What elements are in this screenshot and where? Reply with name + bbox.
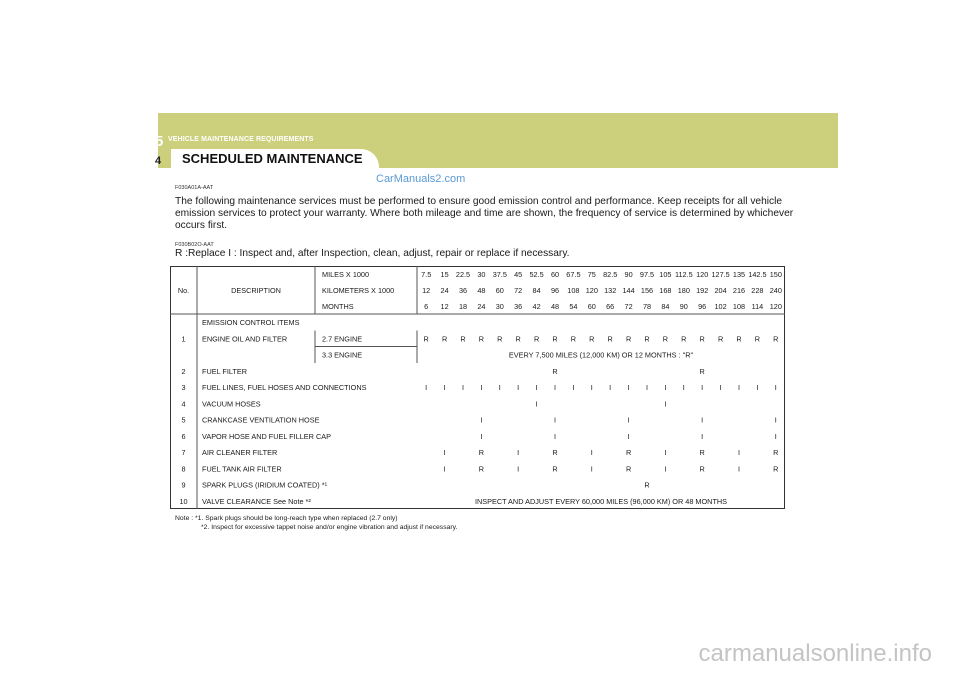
schedule-cell: R — [478, 464, 485, 474]
span-instruction: EVERY 7,500 MILES (12,000 KM) OR 12 MONTHS : "R" — [508, 350, 694, 360]
schedule-cell: R — [625, 464, 632, 474]
header-interval-value: 7.5 — [421, 270, 432, 279]
header-interval-value: 180 — [677, 286, 690, 295]
item-description: VAPOR HOSE AND FUEL FILLER CAP — [202, 431, 331, 441]
header-row-label: KILOMETERS X 1000 — [322, 286, 395, 295]
header-interval-value: 240 — [769, 286, 782, 295]
schedule-cell: I — [498, 383, 501, 393]
schedule-cell: R — [625, 334, 632, 344]
header-interval-value: 108 — [732, 302, 746, 311]
schedule-cell: I — [461, 383, 465, 393]
schedule-cell: R — [552, 448, 558, 458]
item-number: 1 — [181, 334, 186, 344]
header-interval-value: 168 — [659, 286, 672, 295]
schedule-cell: R — [773, 334, 779, 344]
header-interval-value: 84 — [661, 302, 670, 311]
header-interval-value: 127.5 — [711, 270, 730, 279]
header-interval-value: 114 — [751, 302, 764, 311]
schedule-cell: I — [443, 464, 446, 474]
schedule-cell: I — [553, 431, 557, 441]
item-description: FUEL LINES, FUEL HOSES AND CONNECTIONS — [202, 383, 367, 393]
schedule-cell: R — [699, 334, 705, 344]
header-interval-value: 120 — [769, 302, 782, 311]
schedule-cell: R — [552, 464, 558, 474]
schedule-cell: I — [645, 383, 649, 393]
schedule-cell: R — [478, 448, 485, 458]
item-number: 10 — [179, 496, 188, 506]
schedule-cell: R — [773, 464, 779, 474]
maintenance-schedule-table — [170, 266, 785, 509]
header-description-label: DESCRIPTION — [231, 286, 281, 295]
schedule-cell: I — [480, 383, 483, 393]
header-interval-value: 156 — [640, 286, 654, 295]
schedule-cell: I — [627, 383, 630, 393]
schedule-cell: I — [664, 448, 667, 458]
header-interval-value: 75 — [587, 270, 596, 279]
header-interval-value: 36 — [458, 286, 468, 295]
header-interval-value: 204 — [714, 286, 727, 295]
header-interval-value: 12 — [440, 302, 449, 311]
header-interval-value: 66 — [606, 302, 615, 311]
header-interval-value: 78 — [642, 302, 652, 311]
item-sub-description: 2.7 ENGINE — [322, 334, 363, 344]
header-interval-value: 15 — [440, 270, 449, 279]
schedule-cell: R — [607, 334, 613, 344]
header-interval-value: 90 — [624, 270, 633, 279]
item-number: 9 — [181, 480, 186, 490]
header-interval-value: 37.5 — [492, 270, 507, 279]
header-interval-value: 216 — [732, 286, 746, 295]
schedule-cell: R — [570, 334, 577, 344]
schedule-cell: I — [517, 448, 520, 458]
schedule-cell: I — [701, 383, 704, 393]
schedule-cell: I — [443, 448, 446, 458]
legend-text: R :Replace I : Inspect and, after Inspection, clean, adjust, repair or replace if necessary. — [175, 248, 570, 259]
schedule-cell: I — [609, 383, 612, 393]
schedule-cell: I — [517, 383, 520, 393]
item-sub-description: 3.3 ENGINE — [322, 350, 363, 360]
schedule-cell: R — [662, 334, 669, 344]
section-heading-emission: EMISSION CONTROL ITEMS — [202, 318, 300, 327]
item-number: 8 — [181, 464, 186, 474]
notes — [175, 514, 457, 532]
schedule-cell: R — [736, 334, 742, 344]
header-interval-value: 228 — [751, 286, 764, 295]
schedule-cell: I — [737, 448, 741, 458]
schedule-cell: I — [737, 464, 741, 474]
schedule-cell: R — [552, 334, 558, 344]
header-row-label: MILES X 1000 — [322, 270, 370, 279]
schedule-cell: R — [552, 366, 558, 376]
item-number: 7 — [181, 448, 186, 458]
schedule-cell: I — [517, 464, 520, 474]
schedule-cell: R — [754, 334, 761, 344]
schedule-cell: I — [664, 464, 667, 474]
item-number: 2 — [181, 366, 186, 376]
item-description: VACUUM HOSES — [202, 399, 261, 409]
item-description: VALVE CLEARANCE See Note *² — [202, 496, 311, 506]
header-interval-value: 192 — [696, 286, 709, 295]
item-description: CRANKCASE VENTILATION HOSE — [202, 415, 320, 425]
schedule-cell: R — [423, 334, 429, 344]
schedule-cell: I — [682, 383, 685, 393]
header-interval-value: 67.5 — [566, 270, 581, 279]
header-interval-value: 72 — [624, 302, 633, 311]
schedule-cell: I — [590, 464, 593, 474]
schedule-cell: R — [589, 334, 595, 344]
code-1: F030A01A-AAT — [175, 185, 214, 191]
header-interval-value: 18 — [458, 302, 468, 311]
header-interval-value: 96 — [550, 286, 560, 295]
header-interval-value: 108 — [567, 286, 580, 295]
note-1: Note : *1. Spark plugs should be long-reach type when replaced (2.7 only) — [175, 515, 398, 522]
header-interval-value: 84 — [532, 286, 541, 295]
schedule-cell: I — [535, 383, 538, 393]
schedule-cell: I — [701, 431, 704, 441]
header-interval-value: 142.5 — [748, 270, 767, 279]
schedule-cell: I — [627, 415, 630, 425]
schedule-cell: R — [533, 334, 540, 344]
schedule-cell: I — [425, 383, 428, 393]
header-interval-value: 54 — [569, 302, 578, 311]
schedule-cell: I — [590, 448, 593, 458]
header-interval-value: 48 — [550, 302, 560, 311]
section-title: VEHICLE MAINTENANCE REQUIREMENTS — [168, 136, 314, 143]
schedule-cell: R — [773, 448, 779, 458]
header-interval-value: 48 — [477, 286, 486, 295]
watermark-top[interactable]: CarManuals2.com — [376, 173, 466, 185]
header-interval-value: 96 — [698, 302, 707, 311]
schedule-cell: I — [701, 415, 704, 425]
schedule-cell: I — [774, 415, 777, 425]
item-description: SPARK PLUGS (IRIDIUM COATED) *¹ — [202, 480, 328, 490]
schedule-cell: I — [627, 431, 630, 441]
schedule-cell: I — [553, 415, 557, 425]
header-row-label: MONTHS — [322, 302, 354, 311]
note-2: *2. Inspect for excessive tappet noise and/or engine vibration and adjust if necessary. — [201, 524, 458, 531]
header-interval-value: 60 — [587, 302, 596, 311]
item-description: ENGINE OIL AND FILTER — [202, 334, 288, 344]
schedule-cell: R — [699, 366, 705, 376]
schedule-cell: R — [515, 334, 521, 344]
schedule-cell: I — [480, 431, 483, 441]
header-interval-value: 22.5 — [455, 270, 471, 279]
section-number: 5 — [155, 133, 164, 150]
header-interval-value: 105 — [659, 270, 672, 279]
header-interval-value: 30 — [495, 302, 504, 311]
schedule-cell: R — [717, 334, 724, 344]
header-interval-value: 150 — [769, 270, 782, 279]
schedule-cell: I — [443, 383, 446, 393]
schedule-cell: I — [535, 399, 538, 409]
header-interval-value: 90 — [679, 302, 688, 311]
schedule-cell: I — [737, 383, 741, 393]
page-number: 4 — [155, 155, 162, 167]
item-number: 4 — [181, 399, 186, 409]
header-interval-value: 24 — [477, 302, 486, 311]
schedule-cell: R — [681, 334, 687, 344]
schedule-cell: R — [497, 334, 503, 344]
header-interval-value: 120 — [585, 286, 598, 295]
header-interval-value: 97.5 — [639, 270, 655, 279]
code-2: F030B02O-AAT — [175, 242, 214, 248]
header-interval-value: 30 — [477, 270, 486, 279]
header-interval-value: 45 — [514, 270, 523, 279]
header-interval-value: 120 — [696, 270, 709, 279]
schedule-cell: I — [480, 415, 483, 425]
item-number: 5 — [181, 415, 186, 425]
schedule-cell: I — [664, 399, 667, 409]
schedule-cell: I — [756, 383, 759, 393]
schedule-cell: R — [625, 448, 632, 458]
schedule-cell: I — [774, 431, 777, 441]
item-description: FUEL FILTER — [202, 366, 248, 376]
header-interval-value: 135 — [732, 270, 746, 279]
header-interval-value: 6 — [424, 302, 429, 311]
item-description: AIR CLEANER FILTER — [202, 448, 278, 458]
header-no-label: No. — [177, 286, 190, 295]
schedule-cell: I — [590, 383, 593, 393]
schedule-cell: R — [460, 334, 466, 344]
item-number: 3 — [181, 383, 186, 393]
schedule-cell: R — [644, 480, 650, 490]
schedule-cell: I — [664, 383, 667, 393]
item-description: FUEL TANK AIR FILTER — [202, 464, 282, 474]
intro-paragraph: The following maintenance services must be performed to ensure good emission control and performance. Keep receipts for all vehicle emission services to protect your warranty. Where both mileage and time are shown, the frequency of service is determined by whichever occurs first. — [175, 196, 794, 231]
header-interval-value: 60 — [495, 286, 504, 295]
header-interval-value: 24 — [440, 286, 449, 295]
header-interval-value: 52.5 — [529, 270, 544, 279]
header-interval-value: 36 — [514, 302, 523, 311]
watermark-bottom: carmanualsonline.info — [698, 640, 932, 667]
schedule-cell: I — [553, 383, 557, 393]
schedule-cell: R — [699, 448, 705, 458]
header-interval-value: 72 — [514, 286, 523, 295]
page-title: SCHEDULED MAINTENANCE — [182, 151, 363, 166]
header-interval-value: 102 — [714, 302, 727, 311]
span-instruction: INSPECT AND ADJUST EVERY 60,000 MILES (96,000 KM) OR 48 MONTHS — [474, 496, 728, 506]
schedule-cell: R — [441, 334, 448, 344]
header-interval-value: 42 — [532, 302, 541, 311]
item-number: 6 — [181, 431, 186, 441]
header-interval-value: 132 — [604, 286, 617, 295]
schedule-cell: I — [572, 383, 575, 393]
schedule-cell: R — [478, 334, 485, 344]
schedule-cell: I — [774, 383, 777, 393]
schedule-cell: I — [719, 383, 722, 393]
header-interval-value: 60 — [550, 270, 560, 279]
header-interval-value: 12 — [422, 286, 431, 295]
schedule-cell: R — [644, 334, 650, 344]
header-interval-value: 82.5 — [603, 270, 618, 279]
schedule-cell: R — [699, 464, 705, 474]
header-interval-value: 144 — [622, 286, 635, 295]
header-interval-value: 112.5 — [674, 270, 693, 279]
